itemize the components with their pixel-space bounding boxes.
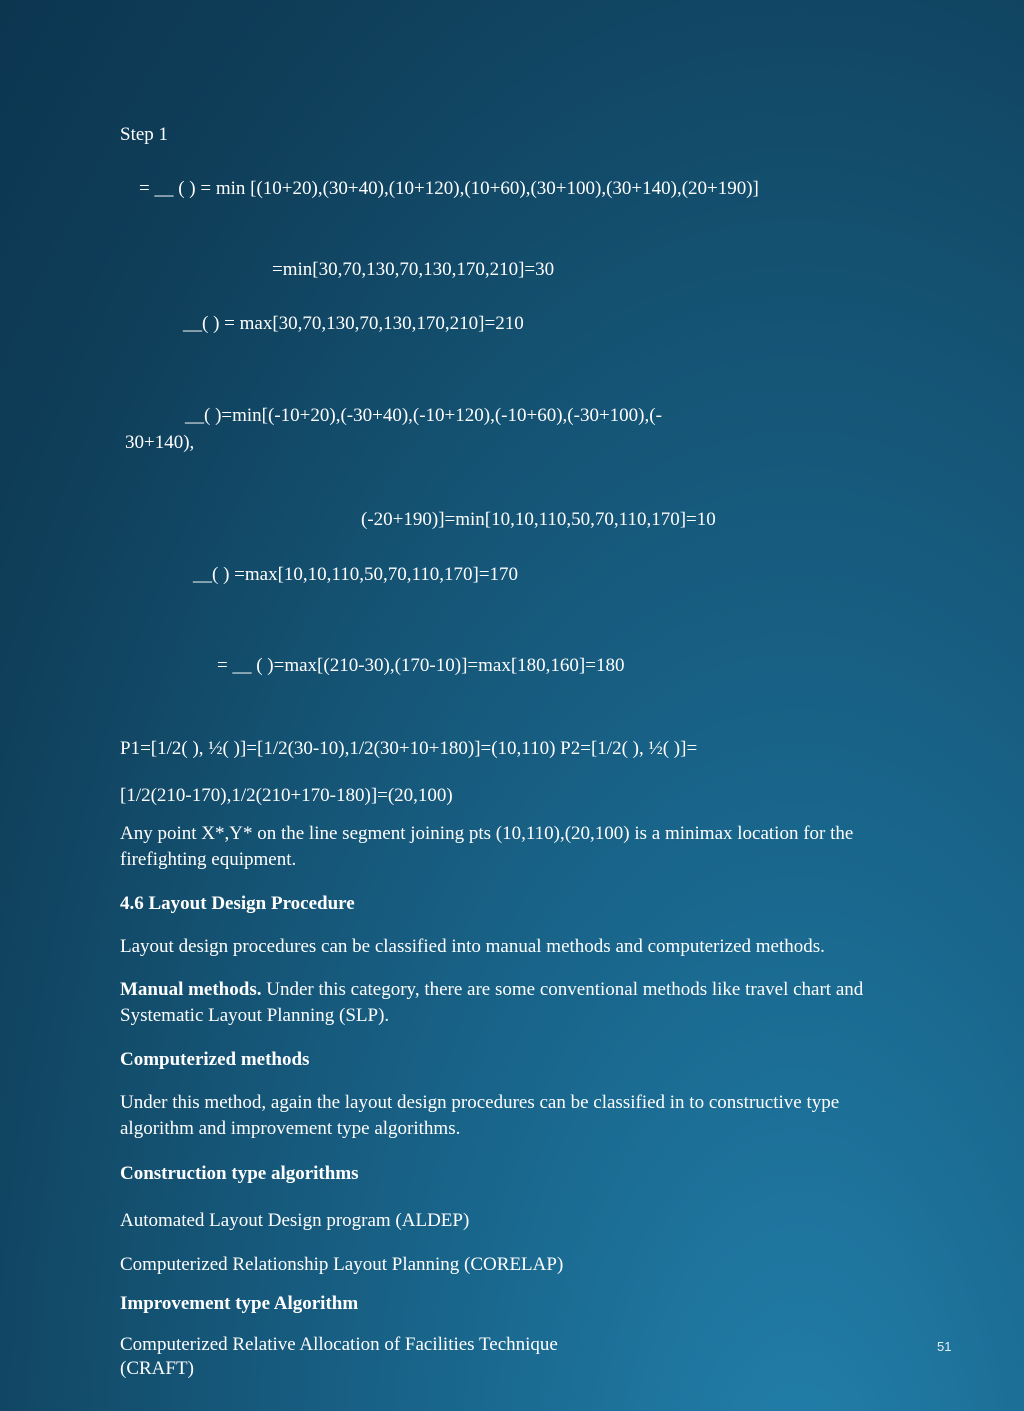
manual-methods-label: Manual methods. xyxy=(120,979,262,1000)
paragraph-layout: Layout design procedures can be classified into manual methods and computerized methods. xyxy=(120,936,825,957)
subheading-construction: Construction type algorithms xyxy=(120,1163,359,1184)
subheading-computerized: Computerized methods xyxy=(120,1049,310,1070)
step-label: Step 1 xyxy=(120,124,169,145)
section-heading: 4.6 Layout Design Procedure xyxy=(120,893,355,914)
paragraph-minimax: Any point X*,Y* on the line segment joining pts (10,110),(20,100) is a minimax location for the firefighting equipment. xyxy=(120,823,854,870)
equation-line: P1=[1/2( ), ½( )]=[1/2(30-10),1/2(30+10+180)]=(10,110) P2=[1/2( ), ½( )]= xyxy=(120,738,698,759)
equation-line: __( ) =max[10,10,110,50,70,110,170]=170 xyxy=(193,564,519,585)
list-item-craft: Computerized Relative Allocation of Facilities Technique (CRAFT) xyxy=(120,1334,558,1379)
equation-line: = __ ( ) = min [(10+20),(30+40),(10+120),(10+60),(30+100),(30+140),(20+190)] xyxy=(139,178,759,199)
equation-line: =min[30,70,130,70,130,170,210]=30 xyxy=(272,259,555,280)
equation-line: (-20+190)]=min[10,10,110,50,70,110,170]=10 xyxy=(361,509,716,530)
subheading-improvement: Improvement type Algorithm xyxy=(120,1293,359,1314)
list-item-aldep: Automated Layout Design program (ALDEP) xyxy=(120,1210,470,1231)
equation-line: __( ) = max[30,70,130,70,130,170,210]=210 xyxy=(183,313,524,334)
equation-line: = __ ( )=max[(210-30),(170-10)]=max[180,160]=180 xyxy=(217,655,625,676)
equation-line: __( )=min[(-10+20),(-30+40),(-10+120),(-10+60),(-30+100),(- xyxy=(185,405,662,426)
equation-line: [1/2(210-170),1/2(210+170-180)]=(20,100) xyxy=(120,785,453,806)
paragraph-manual xyxy=(120,977,900,1029)
manual-methods-text: Under this category, there are some conventional methods like travel chart and Systematic Layout Planning (SLP). xyxy=(120,979,864,1026)
equation-line: 30+140), xyxy=(125,432,195,453)
paragraph-computerized: Under this method, again the layout design procedures can be classified in to constructive type algorithm and improvement type algorithms. xyxy=(120,1092,840,1139)
page-number: 51 xyxy=(937,1339,952,1354)
list-item-corelap: Computerized Relationship Layout Planning (CORELAP) xyxy=(120,1254,564,1275)
